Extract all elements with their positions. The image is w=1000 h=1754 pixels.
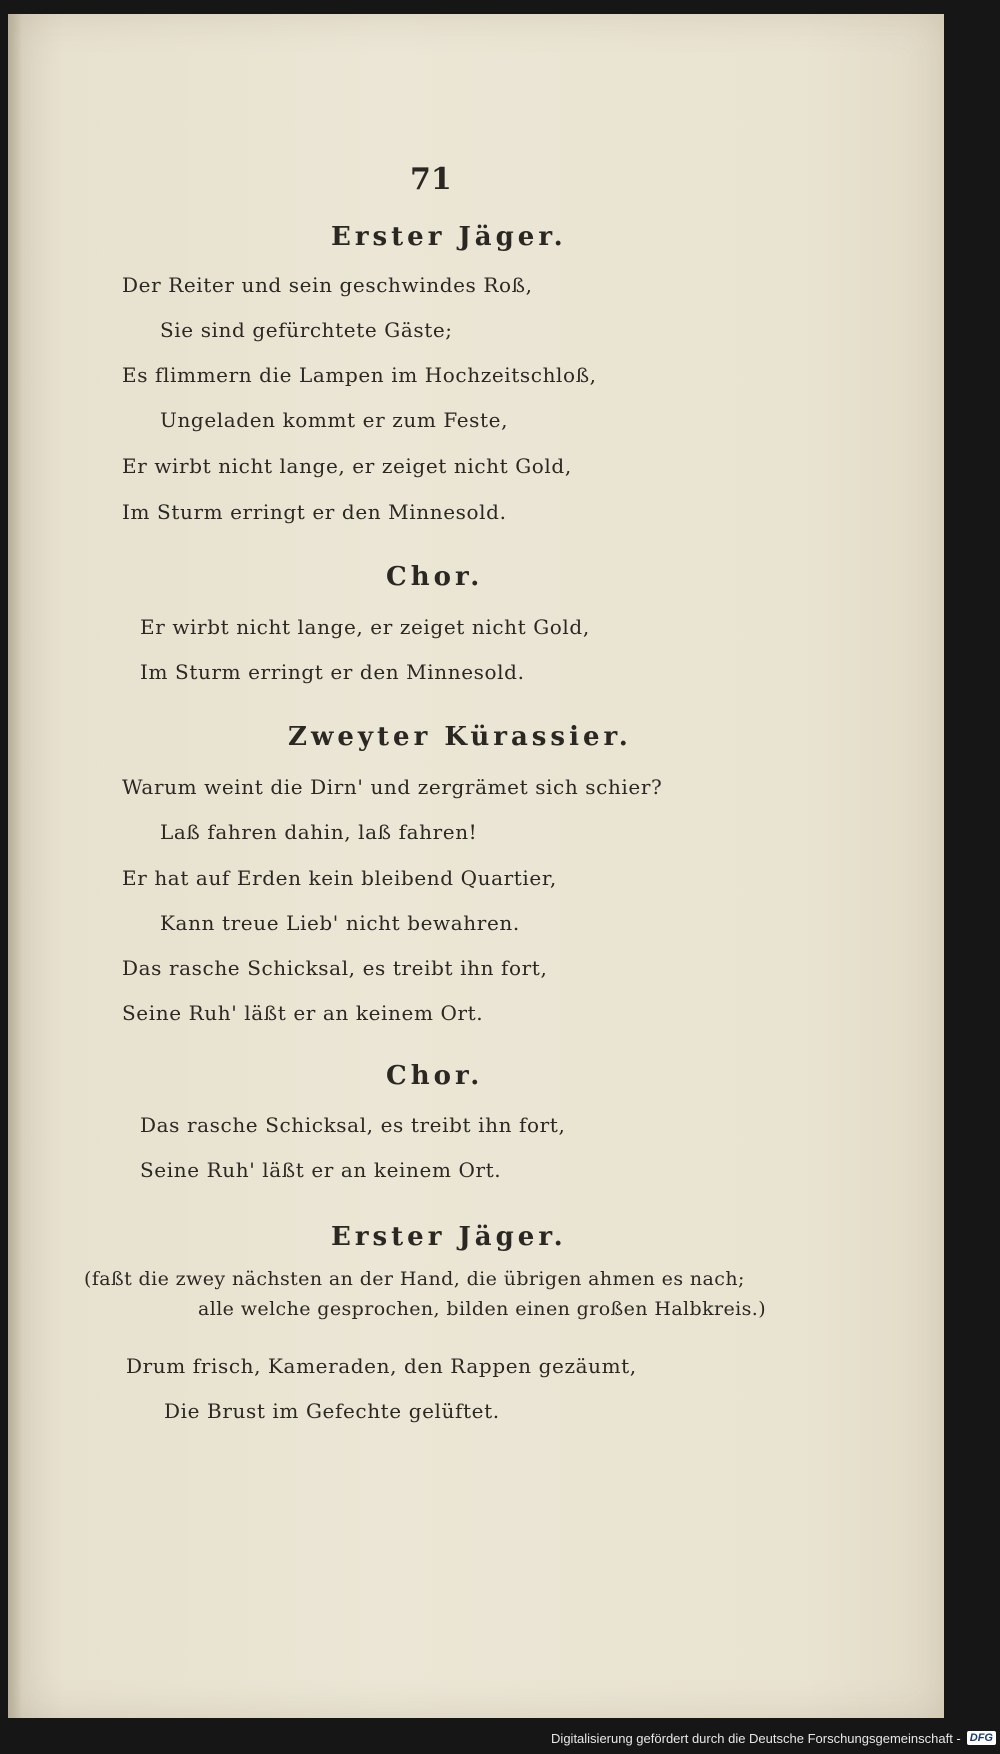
speaker-heading: Erster Jäger. [331,1222,567,1252]
verse-line: Kann treue Lieb' nicht bewahren. [160,911,520,935]
verse-line: Laß fahren dahin, laß fahren! [160,820,478,844]
dfg-logo-badge: DFG [967,1731,996,1745]
verse-line: Er wirbt nicht lange, er zeiget nicht Gold, [122,454,572,478]
verse-line: Seine Ruh' läßt er an keinem Ort. [122,1001,484,1025]
verse-line: Es flimmern die Lampen im Hochzeitschloß, [122,363,597,387]
verse-line: Drum frisch, Kameraden, den Rappen gezäumt, [126,1354,637,1378]
verse-line: Das rasche Schicksal, es treibt ihn fort, [122,956,548,980]
verse-line: Sie sind gefürchtete Gäste; [160,318,453,342]
verse-line: Er hat auf Erden kein bleibend Quartier, [122,866,557,890]
stage-direction: alle welche gesprochen, bilden einen großen Halbkreis.) [198,1298,767,1320]
verse-line: Im Sturm erringt er den Minnesold. [140,660,525,684]
speaker-heading: Zweyter Kürassier. [288,722,632,752]
footer-text: Digitalisierung gefördert durch die Deutsche Forschungsgemeinschaft - [551,1730,961,1746]
verse-line: Im Sturm erringt er den Minnesold. [122,500,507,524]
verse-line: Er wirbt nicht lange, er zeiget nicht Gold, [140,615,590,639]
verse-line: Ungeladen kommt er zum Feste, [160,408,509,432]
page-gutter-shadow [8,14,22,1718]
verse-line: Die Brust im Gefechte gelüftet. [164,1399,500,1423]
verse-line: Warum weint die Dirn' und zergrämet sich schier? [122,775,663,799]
speaker-heading: Chor. [386,562,484,592]
digitization-footer [551,1726,996,1750]
verse-line: Der Reiter und sein geschwindes Roß, [122,273,533,297]
verse-line: Seine Ruh' läßt er an keinem Ort. [140,1158,502,1182]
stage-direction: (faßt die zwey nächsten an der Hand, die übrigen ahmen es nach; [84,1268,745,1290]
speaker-heading: Chor. [386,1061,484,1091]
verse-line: Das rasche Schicksal, es treibt ihn fort, [140,1113,566,1137]
speaker-heading: Erster Jäger. [331,222,567,252]
page-number: 71 [410,162,452,197]
